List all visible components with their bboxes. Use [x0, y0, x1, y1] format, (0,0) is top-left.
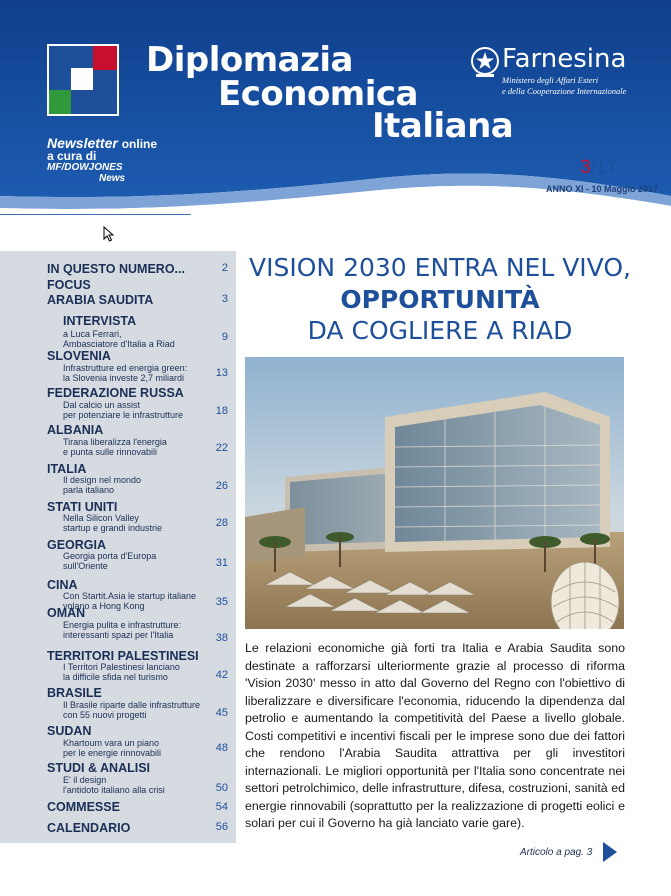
toc-page-number[interactable]: 31 [215, 557, 228, 569]
toc-section-title[interactable]: INTERVISTA [63, 314, 137, 328]
issue-year: /17 [590, 157, 617, 178]
toc-section-title[interactable]: CINA [47, 578, 78, 592]
continue-link[interactable]: Articolo a pag. 3 [520, 847, 593, 858]
toc-section-subtitle: sull'Oriente [63, 561, 108, 571]
issue-number-value: 3 [580, 157, 591, 178]
toc-section-subtitle: l'antidoto italiano alla crisi [63, 785, 165, 795]
toc-section-subtitle: volano a Hong Kong [63, 601, 145, 611]
toc-section-subtitle: E' il design [63, 775, 107, 785]
toc-section-subtitle: interessanti spazi per l'Italia [63, 630, 174, 640]
issue-date: ANNO XI - 10 Maggio 2017 [546, 184, 659, 194]
toc-section-title[interactable]: SLOVENIA [47, 349, 111, 363]
toc-page-number[interactable]: 18 [215, 405, 228, 417]
toc-section-subtitle: Tirana liberalizza l'energia [63, 437, 167, 447]
publisher-line-1: MF/DOWJONES [47, 162, 123, 173]
toc-section-title[interactable]: FOCUS [47, 278, 91, 292]
toc-page-number[interactable]: 56 [215, 821, 228, 833]
headline-line-1: VISION 2030 ENTRA NEL VIVO, [249, 253, 631, 282]
newsletter-word: Newsletter [47, 135, 118, 151]
toc-section-subtitle: Dal calcio un assist [63, 400, 141, 410]
toc-section-title[interactable]: COMMESSE [47, 800, 120, 814]
toc-page-number[interactable]: 22 [215, 442, 228, 454]
toc-page-number[interactable]: 35 [215, 596, 228, 608]
toc-section-subtitle: con 55 nuovi progetti [63, 710, 147, 720]
toc-section-subtitle: la difficile sfida nel turismo [63, 672, 168, 682]
headline-line-3: DA COGLIERE A RIAD [307, 316, 573, 345]
toc-section-title[interactable]: CALENDARIO [47, 821, 131, 835]
toc-section-subtitle: Ambasciatore d'Italia a Riad [63, 339, 175, 349]
cursor-icon [103, 226, 117, 242]
toc-section-subtitle: Infrastrutture ed energia green: [63, 363, 188, 373]
toc-page-number[interactable]: 42 [215, 669, 228, 681]
toc-section-title[interactable]: STATI UNITI [47, 500, 118, 514]
newsletter-logo [47, 44, 119, 116]
toc-section-title[interactable]: IN QUESTO NUMERO... [47, 262, 185, 276]
toc-section-title[interactable]: FEDERAZIONE RUSSA [47, 386, 184, 400]
toc-section-subtitle: I Territori Palestinesi lanciano [63, 662, 180, 672]
article-body: Le relazioni economiche già forti tra Italia e Arabia Saudita sono destinate a rafforzarsi ulteriormente grazie al processo di riforma 'Vision 2030' messo in atto dal Governo del Regno con l'obiettivo di liberalizzare e diversificare l'economia, riducendo la dipendenza dal petrolio e aumentando la competitività del Paese a livello globale. Costi competitivi e incentivi fiscali per le imprese sono due dei fattori che rendono l'Arabia Saudita attrattiva per gli investitori internazionali. Le migliori opportunità per l'Italia sono concentrate nei settori petrolchimico, delle infrastrutture, difesa, costruzioni, sanità ed energie rinnovabili (soprattutto per la realizzazione di progetti eolici e solari per cui il Governo ha già lanciato varie gare). [245, 641, 625, 831]
toc-page-number[interactable]: 38 [215, 632, 228, 644]
toc-section-title[interactable]: SUDAN [47, 724, 92, 738]
toc-page-number[interactable]: 3 [221, 293, 228, 305]
toc-section-title[interactable]: OMAN [47, 606, 86, 620]
toc-page-number[interactable]: 28 [215, 517, 228, 529]
toc-page-number[interactable]: 54 [215, 801, 228, 813]
issue-number [580, 157, 617, 179]
masthead [0, 0, 671, 215]
ministry-line-1: Ministero degli Affari Esteri [502, 75, 599, 85]
toc-section-subtitle: Khartoum vara un piano [63, 738, 160, 748]
ministry-line-2: e della Cooperazione Internazionale [502, 86, 627, 96]
toc-section-subtitle: Nella Silicon Valley [63, 513, 139, 523]
toc-section-title[interactable]: TERRITORI PALESTINESI [47, 649, 199, 663]
toc-section-title[interactable]: ALBANIA [47, 423, 104, 437]
toc-section-title[interactable]: ITALIA [47, 462, 87, 476]
toc-section-subtitle: parla italiano [63, 485, 115, 495]
toc-section-subtitle: per potenziare le infrastrutture [63, 410, 184, 420]
title-line-3: Italiana [372, 106, 514, 146]
toc-section-subtitle: a Luca Ferrari, [63, 329, 122, 339]
next-arrow-icon[interactable] [603, 842, 617, 862]
toc-section-subtitle: Il Brasile riparte dalle infrastrutture [63, 700, 201, 710]
toc-section-subtitle: Energia pulita e infrastrutture: [63, 620, 182, 630]
toc-section-title[interactable]: STUDI & ANALISI [47, 761, 151, 775]
title-line-2: Economica [218, 74, 418, 114]
table-of-contents [0, 251, 236, 843]
toc-page-number[interactable]: 26 [215, 480, 228, 492]
toc-section-subtitle: Georgia porta d'Europa [63, 551, 157, 561]
toc-section-title[interactable]: GEORGIA [47, 538, 107, 552]
toc-page-number[interactable]: 50 [215, 782, 228, 794]
toc-section-title[interactable]: ARABIA SAUDITA [47, 293, 154, 307]
toc-page-number[interactable]: 48 [215, 742, 228, 754]
toc-section-subtitle: Il design nel mondo [63, 475, 142, 485]
headline-line-2: OPPORTUNITÀ [340, 285, 540, 314]
toc-section-subtitle: per le energie rinnovabili [63, 748, 162, 758]
curated-by: a cura di [47, 149, 97, 163]
publisher-line-2: News [99, 173, 126, 184]
article-photo [245, 357, 624, 629]
toc-page-number[interactable]: 9 [221, 331, 228, 343]
publisher-logo [47, 162, 125, 184]
newsletter-online: online [121, 137, 158, 151]
toc-page-number[interactable]: 2 [221, 262, 228, 274]
toc-page-number[interactable]: 45 [215, 707, 228, 719]
toc-page-number[interactable]: 13 [215, 367, 228, 379]
republic-emblem-icon [470, 46, 500, 78]
title-line-1: Diplomazia [146, 40, 353, 80]
toc-section-subtitle: Con Startit.Asia le startup italiane [63, 591, 197, 601]
toc-section-subtitle: la Slovenia investe 2,7 miliardi [63, 373, 185, 383]
riyadh-rendering-image [245, 357, 624, 629]
indice-tab[interactable]: Indice [46, 222, 96, 241]
farnesina-name: Farnesina [502, 44, 627, 74]
toc-section-subtitle: e punta sulle rinnovabili [63, 447, 158, 457]
toc-section-title[interactable]: BRASILE [47, 686, 102, 700]
toc-section-subtitle: startup e grandi industrie [63, 523, 163, 533]
